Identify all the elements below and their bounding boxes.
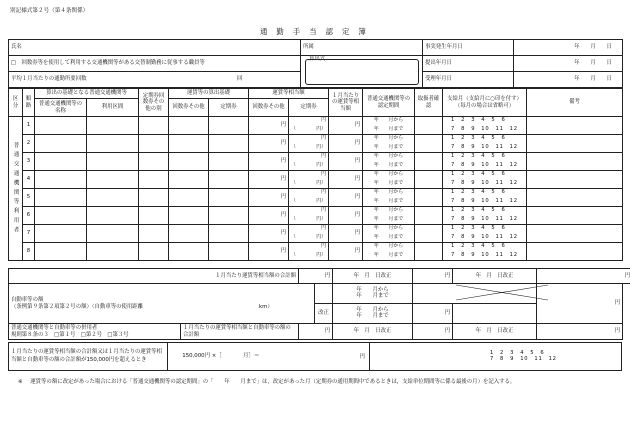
col-fare-equiv: 運賃等相当額 bbox=[249, 89, 329, 99]
fare-pass-paren-value[interactable]: 円） bbox=[316, 215, 327, 222]
route-no: 8 bbox=[23, 243, 35, 261]
table-row bbox=[9, 207, 623, 216]
submit-date-label: 提出年月日 bbox=[423, 56, 514, 72]
commuter-pass-cell[interactable] bbox=[209, 171, 249, 189]
footnote-mark: ※ bbox=[18, 379, 23, 385]
period-to: 年 月まで bbox=[363, 162, 415, 171]
route-no: 4 bbox=[23, 171, 35, 189]
commuter-pass-cell[interactable] bbox=[209, 243, 249, 261]
line-name-cell[interactable] bbox=[35, 153, 87, 171]
months-top[interactable]: 1 2 3 4 5 6 bbox=[443, 153, 527, 162]
months-bottom[interactable]: 7 8 9 10 11 12 bbox=[443, 162, 527, 171]
pass-other-cell[interactable] bbox=[139, 207, 169, 225]
info-table bbox=[8, 39, 623, 88]
table-row bbox=[9, 153, 623, 162]
pass-other-cell[interactable] bbox=[139, 135, 169, 153]
months-bottom[interactable]: 7 8 9 10 11 12 bbox=[443, 126, 527, 135]
excess-formula: 150,000円 ×［ 月］＝ bbox=[182, 353, 260, 360]
usage-section-cell[interactable] bbox=[87, 189, 139, 207]
period-from: 年 月から bbox=[363, 117, 415, 126]
usage-section-cell[interactable] bbox=[87, 135, 139, 153]
line-name-cell[interactable] bbox=[35, 243, 87, 261]
period-to: 年 月まで bbox=[363, 144, 415, 153]
monthly-fare-value[interactable]: 円 bbox=[329, 207, 363, 225]
vehicle-period-1 bbox=[333, 284, 413, 304]
event-date-value[interactable]: 年 月 日 bbox=[514, 40, 623, 56]
fare-pass-paren-cell bbox=[289, 252, 329, 261]
remarks-cell[interactable] bbox=[527, 189, 623, 207]
fare-pass-value[interactable]: 円 bbox=[289, 207, 329, 216]
commuter-pass-cell[interactable] bbox=[209, 189, 249, 207]
verifier-cell[interactable] bbox=[415, 243, 443, 261]
coupon-other-cell[interactable] bbox=[169, 225, 209, 243]
period-to: 年 月まで bbox=[363, 198, 415, 207]
combined-total-value[interactable]: 円 bbox=[299, 324, 333, 340]
col-approval-period: 普通交通機関等の認定期間 bbox=[363, 89, 415, 117]
line-name-cell[interactable] bbox=[35, 171, 87, 189]
route-no: 5 bbox=[23, 189, 35, 207]
months-bottom[interactable]: 7 8 9 10 11 12 bbox=[443, 216, 527, 225]
col-coupon-other-2: 回数券その他 bbox=[249, 99, 289, 117]
fare-pass-paren-cell bbox=[289, 216, 329, 225]
fare-coupon-value[interactable]: 円 bbox=[249, 189, 289, 207]
col-calc-basis: 運賃等の算出基礎 bbox=[169, 89, 249, 99]
months-bottom[interactable]: 7 8 9 10 11 12 bbox=[443, 252, 527, 261]
period-from: 年 月から bbox=[363, 171, 415, 180]
footnote bbox=[18, 378, 618, 387]
table-row bbox=[9, 189, 623, 198]
usage-section-cell[interactable] bbox=[87, 225, 139, 243]
excess-yen[interactable]: 円 bbox=[359, 354, 365, 360]
line-name-cell[interactable] bbox=[35, 225, 87, 243]
period-to: 年 月まで bbox=[363, 126, 415, 135]
route-no: 1 bbox=[23, 117, 35, 135]
usage-section-cell[interactable] bbox=[87, 207, 139, 225]
combined-revised-1[interactable]: 円 bbox=[413, 324, 453, 340]
monthly-total-revised-1[interactable]: 円 bbox=[413, 269, 453, 284]
coupon-other-cell[interactable] bbox=[169, 117, 209, 135]
col-remarks: 備考 bbox=[527, 89, 623, 117]
pass-other-cell[interactable] bbox=[139, 171, 169, 189]
fare-coupon-value[interactable]: 円 bbox=[249, 117, 289, 135]
paren-open: （ bbox=[291, 161, 296, 168]
name-label: 氏名 bbox=[9, 40, 301, 56]
combined-revision-2: 年 月 日改正 bbox=[453, 324, 537, 340]
vehicle-amount-value[interactable]: 円 bbox=[537, 284, 623, 324]
period-to: 年 月まで bbox=[363, 234, 415, 243]
excess-formula-cell bbox=[168, 343, 370, 371]
period-from: 年 月から bbox=[363, 207, 415, 216]
monthly-fare-value[interactable]: 円 bbox=[329, 135, 363, 153]
remarks-cell[interactable] bbox=[527, 153, 623, 171]
coupon-other-cell[interactable] bbox=[169, 189, 209, 207]
totals-table bbox=[8, 268, 630, 284]
col-commuter-pass: 定期券 bbox=[209, 99, 249, 117]
line-name-cell[interactable] bbox=[35, 207, 87, 225]
months-top[interactable]: 1 2 3 4 5 6 bbox=[443, 117, 527, 126]
combined-user-cell bbox=[9, 324, 181, 340]
table-row bbox=[9, 243, 623, 252]
table-row bbox=[9, 135, 623, 144]
receipt-date-value[interactable]: 年 月 日 bbox=[514, 72, 623, 88]
route-no: 6 bbox=[23, 207, 35, 225]
verifier-cell[interactable] bbox=[415, 207, 443, 225]
coupon-other-cell[interactable] bbox=[169, 171, 209, 189]
route-no: 3 bbox=[23, 153, 35, 171]
fare-pass-paren-cell bbox=[289, 234, 329, 243]
fare-coupon-value[interactable]: 円 bbox=[249, 243, 289, 261]
col-usage-section: 利用区間 bbox=[87, 99, 139, 117]
fare-pass-paren-cell bbox=[289, 162, 329, 171]
vehicle-amount-cell bbox=[9, 284, 315, 324]
col-basis-group: 算出の基礎となる普通交通機関等 bbox=[35, 89, 139, 99]
fare-coupon-value[interactable]: 円 bbox=[249, 135, 289, 153]
combined-total-label: １月当たりの運賃等相当額と自動車等の額の合計額 bbox=[181, 324, 299, 340]
verifier-cell[interactable] bbox=[415, 189, 443, 207]
combined-rule-label[interactable]: 規則第８条の３ □第１号 □第２号 □第３号 bbox=[11, 331, 129, 338]
table-row bbox=[9, 171, 623, 180]
route-table bbox=[8, 88, 623, 261]
remarks-cell[interactable] bbox=[527, 135, 623, 153]
remarks-cell[interactable] bbox=[527, 243, 623, 261]
form-label: 別記様式第２号（第４条関係） bbox=[10, 8, 89, 14]
fare-coupon-value[interactable]: 円 bbox=[249, 153, 289, 171]
monthly-total-revision-1: 年 月 日改正 bbox=[333, 269, 413, 284]
commute-count-label: 平均１月当たりの通勤所要回数 bbox=[11, 76, 87, 83]
period-to: 年 月まで bbox=[356, 292, 389, 299]
route-no: 7 bbox=[23, 225, 35, 243]
period-to: 年 月まで bbox=[356, 312, 389, 319]
monthly-total-revised-2[interactable]: 円 bbox=[537, 269, 630, 284]
section-label: 普通交通機関等利用者 bbox=[9, 117, 23, 261]
monthly-fare-value[interactable]: 円 bbox=[329, 153, 363, 171]
months-bottom[interactable]: 7 8 9 10 11 12 bbox=[443, 234, 527, 243]
months-bottom[interactable]: 7 8 9 10 11 12 bbox=[443, 144, 527, 153]
verifier-cell[interactable] bbox=[415, 153, 443, 171]
remarks-cell[interactable] bbox=[527, 171, 623, 189]
monthly-total-value[interactable]: 円 bbox=[299, 269, 333, 284]
fare-pass-paren-value[interactable]: 円） bbox=[316, 179, 327, 186]
col-payment-month: 支給月（支給月に○印を付す）（毎月の場合は省略可） bbox=[443, 89, 527, 117]
pass-other-cell[interactable] bbox=[139, 189, 169, 207]
paren-open: （ bbox=[291, 179, 296, 186]
period-to: 年 月まで bbox=[363, 252, 415, 261]
period-to: 年 月まで bbox=[363, 216, 415, 225]
period-from: 年 月から bbox=[363, 225, 415, 234]
monthly-fare-value[interactable]: 円 bbox=[329, 243, 363, 261]
fare-pass-paren-value[interactable]: 円） bbox=[316, 197, 327, 204]
fare-pass-value[interactable]: 円 bbox=[289, 171, 329, 180]
line-name-cell[interactable] bbox=[35, 117, 87, 135]
period-from: 年 月から bbox=[356, 286, 389, 293]
usage-section-cell[interactable] bbox=[87, 117, 139, 135]
paren-open: （ bbox=[291, 143, 296, 150]
vehicle-revision-label: 改正 bbox=[315, 304, 333, 324]
period-from: 年 月から bbox=[363, 135, 415, 144]
usage-section-cell[interactable] bbox=[87, 153, 139, 171]
usage-section-cell[interactable] bbox=[87, 243, 139, 261]
fare-pass-paren-value[interactable]: 円） bbox=[316, 251, 327, 258]
vehicle-clause-label: （条例第９条第２項第２号の額）（自動車等の使用距離 bbox=[11, 303, 144, 310]
months-top[interactable]: 1 2 3 4 5 6 bbox=[443, 225, 527, 234]
commuter-pass-cell[interactable] bbox=[209, 117, 249, 135]
pass-other-cell[interactable] bbox=[139, 243, 169, 261]
vehicle-km-unit: km） bbox=[259, 304, 273, 310]
verifier-cell[interactable] bbox=[415, 225, 443, 243]
vehicle-table bbox=[8, 283, 623, 324]
fare-pass-paren-cell bbox=[289, 180, 329, 189]
commute-count-cell bbox=[9, 72, 301, 88]
calc-formula-label: 算出式 bbox=[309, 56, 326, 62]
period-from: 年 月から bbox=[356, 306, 389, 313]
months-top: 1 2 3 4 5 6 bbox=[489, 349, 545, 356]
monthly-total-revision-2: 年 月 日改正 bbox=[453, 269, 537, 284]
fare-coupon-value[interactable]: 円 bbox=[249, 225, 289, 243]
period-from: 年 月から bbox=[363, 189, 415, 198]
receipt-date-label: 受理年月日 bbox=[423, 72, 514, 88]
col-pass-other: 定期券回数券その他の別 bbox=[139, 89, 169, 117]
commuter-pass-cell[interactable] bbox=[209, 207, 249, 225]
period-to: 年 月まで bbox=[363, 180, 415, 189]
combined-user-label: 普通交通機関等と自動車等の併用者 bbox=[11, 325, 98, 332]
footnote-text: 運賃等の額に改定があった場合における「普通交通機関等の認定期間」の「 年 月まで」は，改定があった月（定期券の通用期間中であるときは，支給単位期間等に係る最後の月）を記入する。 bbox=[30, 379, 516, 385]
period-from: 年 月から bbox=[363, 243, 415, 252]
commuter-pass-cell[interactable] bbox=[209, 135, 249, 153]
fare-pass-value[interactable]: 円 bbox=[289, 117, 329, 126]
submit-date-value[interactable]: 年 月 日 bbox=[514, 56, 623, 72]
fare-pass-paren-value[interactable]: 円） bbox=[316, 143, 327, 150]
vehicle-amount-label: 自動車等の額 bbox=[11, 297, 44, 304]
remarks-cell[interactable] bbox=[527, 117, 623, 135]
coupon-other-cell[interactable] bbox=[169, 135, 209, 153]
remarks-cell[interactable] bbox=[527, 225, 623, 243]
paren-open: （ bbox=[291, 233, 296, 240]
pass-other-cell[interactable] bbox=[139, 117, 169, 135]
combined-revised-2[interactable]: 円 bbox=[537, 324, 623, 340]
table-row bbox=[9, 225, 623, 234]
paren-open: （ bbox=[291, 215, 296, 222]
combined-revision-1: 年 月 日改正 bbox=[333, 324, 413, 340]
table-row bbox=[9, 117, 623, 126]
vehicle-period-2 bbox=[333, 304, 413, 324]
coupon-other-cell[interactable] bbox=[169, 207, 209, 225]
months-top[interactable]: 1 2 3 4 5 6 bbox=[443, 189, 527, 198]
line-name-cell[interactable] bbox=[35, 189, 87, 207]
fare-pass-paren-cell bbox=[289, 144, 329, 153]
fare-pass-paren-value[interactable]: 円） bbox=[316, 125, 327, 132]
commuter-pass-cell[interactable] bbox=[209, 225, 249, 243]
count-unit: 回 bbox=[237, 76, 243, 82]
period-from: 年 月から bbox=[363, 153, 415, 162]
affiliation-label: 所属 bbox=[301, 40, 423, 56]
calc-formula-cell bbox=[301, 56, 423, 88]
col-coupon-other: 回数券その他 bbox=[169, 99, 209, 117]
col-monthly-fare: １月当たりの運賃等相当額 bbox=[329, 89, 363, 117]
monthly-fare-value[interactable]: 円 bbox=[329, 225, 363, 243]
paren-open: （ bbox=[291, 125, 296, 132]
usage-section-cell[interactable] bbox=[87, 171, 139, 189]
event-date-label: 事実発生年月日 bbox=[423, 40, 514, 56]
months-bottom[interactable]: 7 8 9 10 11 12 bbox=[443, 198, 527, 207]
calc-formula-bracket bbox=[305, 59, 419, 85]
fare-pass-value[interactable]: 円 bbox=[289, 243, 329, 252]
verifier-cell[interactable] bbox=[415, 117, 443, 135]
months-top[interactable]: 1 2 3 4 5 6 bbox=[443, 171, 527, 180]
fare-pass-paren-value[interactable]: 円） bbox=[316, 233, 327, 240]
shift-worker-checkbox[interactable]: □ 回数券等を使用して利用する交通機関等がある交替制勤務に従事する職員等 bbox=[9, 56, 301, 72]
col-line-name: 普通交通機関等の名称 bbox=[35, 99, 87, 117]
excess-label: １月当たりの運賃等相当額の合計額又は１月当たりの運賃等相当額と自動車等の額の合計額が150,000円を超えるとき bbox=[9, 343, 168, 371]
monthly-total-label: １月当たり運賃等相当額の合計額 bbox=[9, 269, 299, 284]
excess-table bbox=[8, 342, 622, 371]
line-name-cell[interactable] bbox=[35, 135, 87, 153]
paren-open: （ bbox=[291, 197, 296, 204]
route-no: 2 bbox=[23, 135, 35, 153]
combined-table bbox=[8, 323, 623, 340]
col-verifier: 取扱者確認 bbox=[415, 89, 443, 117]
fare-pass-value[interactable]: 円 bbox=[289, 189, 329, 198]
remarks-cell[interactable] bbox=[527, 207, 623, 225]
verifier-cell[interactable] bbox=[415, 135, 443, 153]
excess-months[interactable] bbox=[369, 343, 621, 371]
monthly-fare-value[interactable]: 円 bbox=[329, 117, 363, 135]
fare-pass-paren-cell bbox=[289, 198, 329, 207]
col-commuter-pass-2: 定期券 bbox=[289, 99, 329, 117]
monthly-fare-value[interactable]: 円 bbox=[329, 189, 363, 207]
pass-other-cell[interactable] bbox=[139, 225, 169, 243]
months-top[interactable]: 1 2 3 4 5 6 bbox=[443, 243, 527, 252]
vehicle-revised-value[interactable]: 円 bbox=[413, 304, 453, 324]
verifier-cell[interactable] bbox=[415, 171, 443, 189]
fare-pass-paren-value[interactable]: 円） bbox=[316, 161, 327, 168]
coupon-other-cell[interactable] bbox=[169, 243, 209, 261]
months-bottom: 7 8 9 10 11 12 bbox=[489, 355, 557, 362]
fare-pass-value[interactable]: 円 bbox=[289, 153, 329, 162]
coupon-other-cell[interactable] bbox=[169, 153, 209, 171]
fare-pass-value[interactable]: 円 bbox=[289, 225, 329, 234]
document-title: 通勤手当認定簿 bbox=[260, 27, 375, 36]
monthly-fare-value[interactable]: 円 bbox=[329, 171, 363, 189]
col-section: 区分 bbox=[9, 89, 23, 117]
fare-pass-paren-cell bbox=[289, 126, 329, 135]
col-route-no: 順路 bbox=[23, 89, 35, 117]
months-top[interactable]: 1 2 3 4 5 6 bbox=[443, 207, 527, 216]
fare-coupon-value[interactable]: 円 bbox=[249, 207, 289, 225]
fare-coupon-value[interactable]: 円 bbox=[249, 171, 289, 189]
pass-other-cell[interactable] bbox=[139, 153, 169, 171]
commuter-pass-cell[interactable] bbox=[209, 153, 249, 171]
months-bottom[interactable]: 7 8 9 10 11 12 bbox=[443, 180, 527, 189]
fare-pass-value[interactable]: 円 bbox=[289, 135, 329, 144]
months-top[interactable]: 1 2 3 4 5 6 bbox=[443, 135, 527, 144]
paren-open: （ bbox=[291, 251, 296, 258]
